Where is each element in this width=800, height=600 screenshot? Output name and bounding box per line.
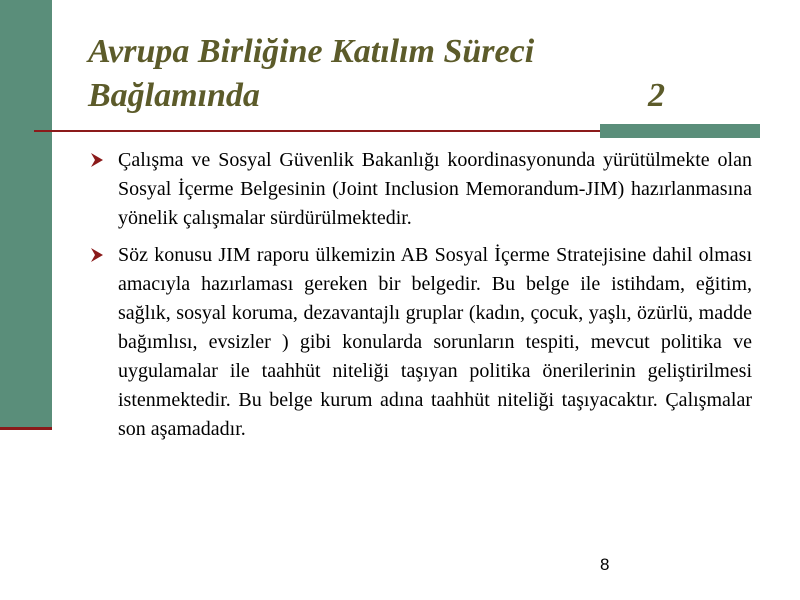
bullet-list	[88, 146, 752, 452]
title-line-2-row	[88, 74, 688, 118]
title-number: 2	[648, 77, 665, 114]
side-accent-bar	[0, 0, 52, 427]
title-divider-accent	[600, 124, 760, 138]
title-line-1: Avrupa Birliğine Katılım Süreci	[88, 33, 535, 70]
arrow-bullet-icon	[90, 247, 104, 263]
side-accent-rule	[0, 427, 52, 430]
arrow-bullet-icon	[90, 152, 104, 168]
title-line-2: Bağlamında	[88, 77, 260, 114]
bullet-text: Çalışma ve Sosyal Güvenlik Bakanlığı koordinasyonunda yürütülmekte olan Sosyal İçerme Belgesinin (Joint Inclusion Memorandum-JIM) hazırlanmasına yönelik çalışmalar sürdürülmektedir.	[118, 149, 752, 229]
bullet-text: Söz konusu JIM raporu ülkemizin AB Sosyal İçerme Stratejisine dahil olması amacıyla hazırlaması gereken bir belgedir. Bu belge ile istihdam, eğitim, sağlık, sosyal koruma, dezavantajlı gruplar (kadın, çocuk, yaşlı, özürlü, madde bağımlısı, evsizler ) gibi konularda sorunların tespiti, mevcut politika ve uygulamalar ile taahhüt niteliği taşıyan politika önerilerinin geliştirilmesi istenmektedir. Bu belge kurum adına taahhüt niteliği taşıyacaktır. Çalışmalar son aşamadadır.	[118, 244, 752, 440]
page-number: 8	[600, 555, 610, 574]
bullet-item	[88, 241, 752, 444]
slide-title	[88, 30, 688, 118]
bullet-item	[88, 146, 752, 233]
